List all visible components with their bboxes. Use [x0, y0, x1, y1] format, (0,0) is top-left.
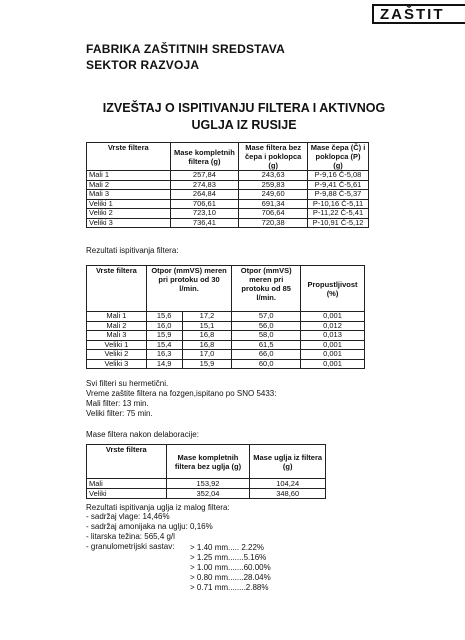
resistance-85: 60,0: [232, 359, 301, 369]
delaboration-label: Mase filtera nakon delaboracije:: [86, 430, 199, 439]
complete-mass: 706,61: [170, 199, 239, 209]
permeability: 0,001: [301, 312, 365, 322]
filter-results-label: Rezultati ispitivanja filtera:: [86, 246, 179, 255]
header-mass-without-cap: Mase filtera bez čepa i poklopca (g): [239, 143, 308, 171]
complete-mass: 736,41: [170, 218, 239, 228]
table-row: [87, 209, 369, 219]
header-coal-mass: Mase uglja iz filtera (g): [250, 445, 326, 479]
cap-lid-mass: P-10,91 Č-5,12: [308, 218, 369, 228]
fraction-item: > 0.80 mm.......28.04%: [190, 573, 271, 582]
table-row: [87, 218, 369, 228]
bulk-density: - litarska težina: 565,4 g/l: [86, 532, 175, 541]
filter-type: Mali 3: [87, 331, 147, 341]
coal-results-title: Rezultati ispitivanja uglja iz malog filtera:: [86, 503, 230, 512]
coal-mass: 104,24: [250, 479, 326, 489]
filter-type: Mali 1: [87, 171, 171, 181]
mass-without-coal: 153,92: [166, 479, 250, 489]
mass-without-cap: 249,60: [239, 190, 308, 200]
filter-type: Veliki 1: [87, 199, 171, 209]
permeability: 0,001: [301, 340, 365, 350]
resistance-85: 66,0: [232, 350, 301, 360]
table-row: [87, 171, 369, 181]
table-row: [87, 489, 326, 499]
mass-without-coal: 352,04: [166, 489, 250, 499]
resistance-30-a: 16,3: [146, 350, 182, 360]
granulometry-label: - granulometrijski sastav:: [86, 542, 175, 551]
table-row: [87, 321, 365, 331]
table-row: [87, 180, 369, 190]
department-name: SEKTOR RAZVOJA: [86, 58, 200, 72]
fraction-item: > 1.40 mm..... 2.22%: [190, 543, 265, 552]
table-row: [87, 312, 365, 322]
filter-test-results-table: [86, 265, 365, 369]
header-resistance-30: Otpor (mmVS) meren pri protoku od 30 l/min.: [146, 266, 232, 312]
fraction-item: > 1.00 mm.......60.00%: [190, 563, 271, 572]
complete-mass: 274,83: [170, 180, 239, 190]
resistance-30-a: 15,9: [146, 331, 182, 341]
filter-type: Veliki 2: [87, 350, 147, 360]
filter-type: Mali 1: [87, 312, 147, 322]
filter-type: Veliki 2: [87, 209, 171, 219]
filter-mass-table: [86, 142, 369, 228]
mass-without-cap: 259,83: [239, 180, 308, 190]
ammonia-content: - sadržaj amonijaka na uglju: 0,16%: [86, 522, 213, 531]
table-row: [87, 350, 365, 360]
filter-type: Mali 2: [87, 180, 171, 190]
resistance-30-b: 15,1: [182, 321, 232, 331]
cap-lid-mass: P-9,16 Č-5,08: [308, 171, 369, 181]
header-resistance-85: Otpor (mmVS) meren pri protoku od 85 l/min.: [232, 266, 301, 312]
cap-lid-mass: P-11,22 Č-5,41: [308, 209, 369, 219]
filter-type: Veliki 3: [87, 359, 147, 369]
resistance-85: 61,5: [232, 340, 301, 350]
table-row: [87, 359, 365, 369]
resistance-30-b: 16,8: [182, 340, 232, 350]
table-row: [87, 479, 326, 489]
mass-without-cap: 720,38: [239, 218, 308, 228]
filter-type: Veliki 1: [87, 340, 147, 350]
mass-without-cap: 706,64: [239, 209, 308, 219]
company-logo: ZAŠTIT: [372, 4, 465, 24]
resistance-30-a: 16,0: [146, 321, 182, 331]
header-permeability: Propustljivost (%): [301, 266, 365, 312]
fraction-item: > 0.71 mm........2.88%: [190, 583, 269, 592]
moisture-content: - sadržaj vlage: 14,46%: [86, 512, 170, 521]
delaboration-mass-table: [86, 444, 326, 499]
header-filter-type: Vrste filtera: [87, 143, 171, 171]
permeability: 0,012: [301, 321, 365, 331]
protection-time-note: Vreme zaštite filtera na fozgen,ispitano po SNO 5433:: [86, 389, 277, 398]
table-row: [87, 340, 365, 350]
resistance-30-b: 17,2: [182, 312, 232, 322]
resistance-30-b: 16,8: [182, 331, 232, 341]
cap-lid-mass: P-10,16 Č-5,11: [308, 199, 369, 209]
permeability: 0,013: [301, 331, 365, 341]
mass-without-cap: 243,63: [239, 171, 308, 181]
header-cap-lid-mass: Mase čepa (Č) i poklopca (P) (g): [308, 143, 369, 171]
permeability: 0,001: [301, 359, 365, 369]
hermetic-note: Svi filteri su hermetični.: [86, 379, 169, 388]
complete-mass: 723,10: [170, 209, 239, 219]
resistance-85: 56,0: [232, 321, 301, 331]
resistance-30-a: 14,9: [146, 359, 182, 369]
complete-mass: 257,84: [170, 171, 239, 181]
header-complete-mass: Mase kompletnih filtera (g): [170, 143, 239, 171]
large-filter-time: Veliki filter: 75 min.: [86, 409, 153, 418]
header-filter-type: Vrste filtera: [87, 266, 147, 312]
cap-lid-mass: P-9,88 Č-5,37: [308, 190, 369, 200]
resistance-85: 57,0: [232, 312, 301, 322]
report-title: [94, 100, 394, 134]
header-filter-type: Vrste filtera: [87, 445, 167, 479]
table-row: [87, 190, 369, 200]
coal-mass: 348,60: [250, 489, 326, 499]
small-filter-time: Mali filter: 13 min.: [86, 399, 149, 408]
header-mass-without-coal: Mase kompletnih filtera bez uglja (g): [166, 445, 250, 479]
mass-without-cap: 691,34: [239, 199, 308, 209]
table-row: [87, 331, 365, 341]
report-title-line-1: IZVEŠTAJ O ISPITIVANJU FILTERA I AKTIVNOG: [102, 101, 386, 115]
cap-lid-mass: P-9,41 Č-5,61: [308, 180, 369, 190]
filter-type: Mali 2: [87, 321, 147, 331]
filter-type: Veliki: [87, 489, 167, 499]
fraction-item: > 1.25 mm.......5.16%: [190, 553, 267, 562]
permeability: 0,001: [301, 350, 365, 360]
report-title-line-2: UGLJA IZ RUSIJE: [191, 118, 297, 132]
resistance-30-b: 17,0: [182, 350, 232, 360]
complete-mass: 264,84: [170, 190, 239, 200]
resistance-30-a: 15,6: [146, 312, 182, 322]
company-name: FABRIKA ZAŠTITNIH SREDSTAVA: [86, 42, 285, 56]
filter-type: Mali 3: [87, 190, 171, 200]
table-row: [87, 199, 369, 209]
filter-type: Mali: [87, 479, 167, 489]
resistance-85: 58,0: [232, 331, 301, 341]
resistance-30-a: 15,4: [146, 340, 182, 350]
filter-type: Veliki 3: [87, 218, 171, 228]
resistance-30-b: 15,9: [182, 359, 232, 369]
